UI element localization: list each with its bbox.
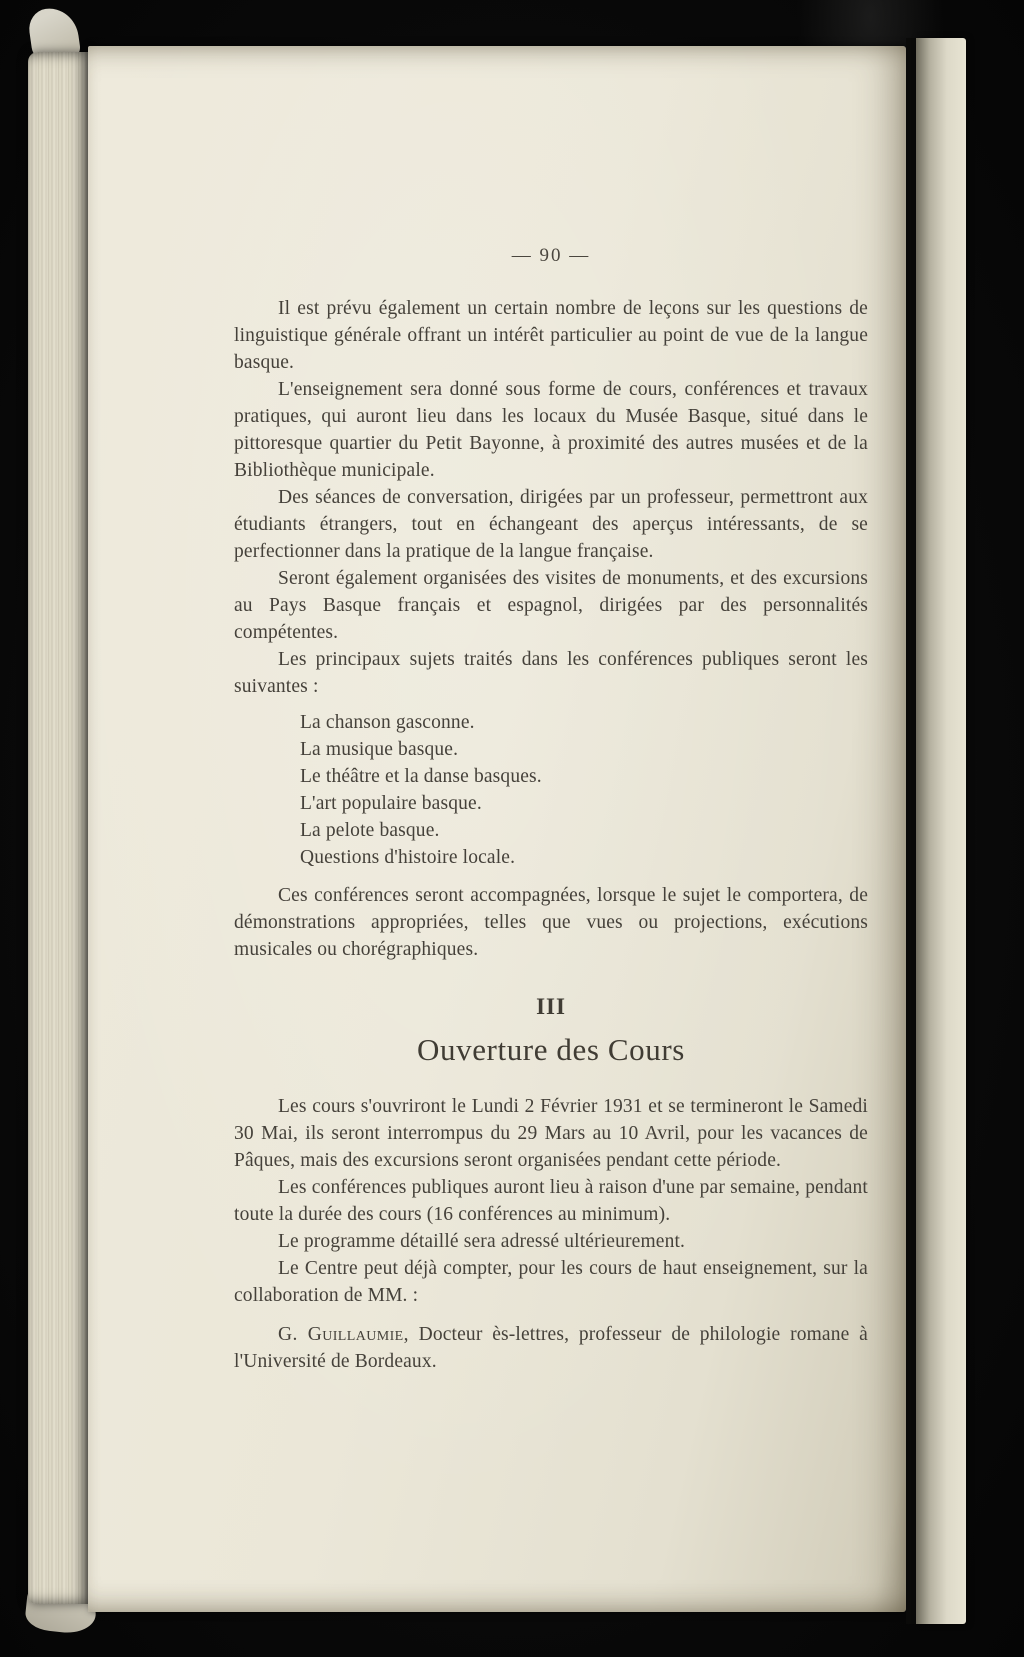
paragraph: Seront également organisées des visites de monuments, et des excursions au Pays Basque français et espagnol, dirigées par des personnalités compétentes. [234, 568, 868, 643]
topic-item: La pelote basque. [300, 820, 440, 841]
paragraph: Les cours s'ouvriront le Lundi 2 Février 1931 et se termineront le Samedi 30 Mai, ils seront interrompus du 29 Mars au 10 Avril, pour les vacances de Pâques, mais des excursions seront organisées pendant cette période. [234, 1096, 868, 1171]
paragraph: Des séances de conversation, dirigées par un professeur, permettront aux étudiants étrangers, tout en échangeant des aperçus intéressants, de se perfectionner dans la pratique de la langue française. [234, 487, 868, 562]
topic-item: L'art populaire basque. [300, 793, 482, 814]
paragraph: Ces conférences seront accompagnées, lorsque le sujet le comportera, de démonstrations appropriées, telles que vues ou projections, exécutions musicales ou chorégraphiques. [234, 885, 868, 960]
topic-item: La chanson gasconne. [300, 712, 475, 733]
page-text-area [234, 46, 868, 1375]
paragraph: Les conférences publiques auront lieu à raison d'une par semaine, pendant toute la durée des cours (16 conférences au minimum). [234, 1177, 868, 1225]
paragraph: Les principaux sujets traités dans les conférences publiques seront les suivantes : [234, 649, 868, 697]
paragraph: L'enseignement sera donné sous forme de cours, conférences et travaux pratiques, qui auront lieu dans les locaux du Musée Basque, situé dans le pittoresque quartier du Petit Bayonne, à proximité des autres musées et de la Bibliothèque municipale. [234, 379, 868, 481]
page-number: — 90 — [511, 245, 591, 266]
page-gutter [906, 38, 916, 1624]
book-page [88, 46, 906, 1612]
topic-item: Le théâtre et la danse basques. [300, 766, 542, 787]
stacked-page-edges [28, 52, 90, 1604]
section-title: Ouverture des Cours [417, 1032, 685, 1067]
next-page-edge [916, 38, 966, 1624]
author-paragraph [234, 1321, 868, 1375]
paragraph: Le programme détaillé sera adressé ultérieurement. [278, 1231, 686, 1252]
topics-list [234, 709, 868, 871]
paragraph: Il est prévu également un certain nombre de leçons sur les questions de linguistique générale offrant un intérêt particulier au point de vue de la langue basque. [234, 298, 868, 373]
topic-item: Questions d'histoire locale. [300, 847, 516, 868]
section-number: III [536, 994, 566, 1019]
topic-item: La musique basque. [300, 739, 459, 760]
author-name: G. Guillaumie, [278, 1324, 409, 1345]
author-description: Docteur ès-lettres, professeur de philologie romane à l'Université de Bordeaux. [234, 1324, 868, 1372]
paragraph: Le Centre peut déjà compter, pour les cours de haut enseignement, sur la collaboration de MM. : [234, 1258, 868, 1306]
